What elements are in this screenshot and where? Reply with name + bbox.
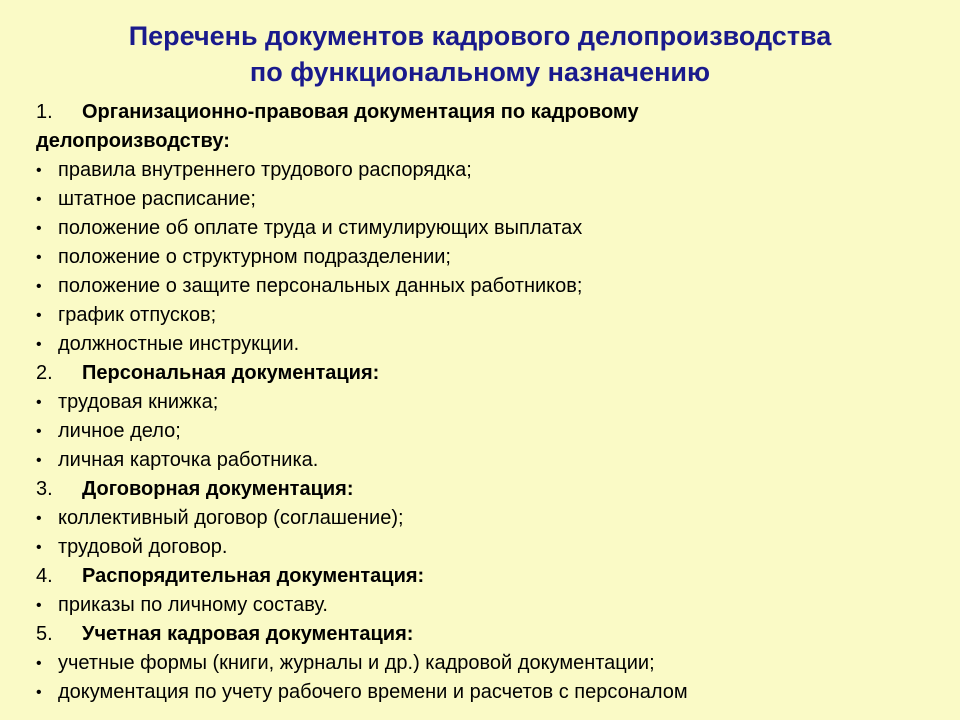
slide-title [0,18,960,90]
bullet-icon: • [36,336,42,353]
section-heading [36,562,946,591]
bullet-icon: • [36,452,42,469]
document-list [36,98,946,707]
list-item-text: учетные формы (книги, журналы и др.) кадровой документации; [58,652,655,674]
list-item-text: трудовой договор. [58,536,228,558]
list-item-text: график отпусков; [58,304,217,326]
section-heading [36,359,946,388]
section-number: 3. [36,478,53,500]
list-item-text: положение о структурном подразделении; [58,246,451,268]
list-item [36,243,946,272]
list-item [36,272,946,301]
list-item [36,446,946,475]
bullet-icon: • [36,307,42,324]
section-title: Учетная кадровая документация: [82,623,414,645]
bullet-icon: • [36,510,42,527]
section-title: Организационно-правовая документация по кадровому [82,101,639,123]
section-heading [36,475,946,504]
list-item [36,330,946,359]
list-item [36,504,946,533]
list-item-text: трудовая книжка; [58,391,219,413]
list-item-text: правила внутреннего трудового распорядка; [58,159,472,181]
section-number: 5. [36,623,53,645]
bullet-icon: • [36,278,42,295]
list-item [36,301,946,330]
bullet-icon: • [36,684,42,701]
section-title: Договорная документация: [82,478,354,500]
section-number: 1. [36,101,53,123]
section-number: 4. [36,565,53,587]
section-title: Распорядительная документация: [82,565,425,587]
bullet-icon: • [36,191,42,208]
list-item [36,649,946,678]
bullet-icon: • [36,597,42,614]
list-item [36,678,946,707]
list-item [36,185,946,214]
list-item-text: личное дело; [58,420,181,442]
list-item-text: положение об оплате труда и стимулирующих выплатах [58,217,583,239]
section-heading [36,620,946,649]
list-item-text: штатное расписание; [58,188,256,210]
slide-title-line-2: по функциональному назначению [249,57,711,87]
bullet-icon: • [36,394,42,411]
list-item-text: коллективный договор (соглашение); [58,507,404,529]
section-title-continuation: делопроизводству: [36,130,230,152]
bullet-icon: • [36,249,42,266]
list-item [36,591,946,620]
bullet-icon: • [36,162,42,179]
list-item [36,417,946,446]
list-item-text: документация по учету рабочего времени и расчетов с персоналом [58,681,688,703]
list-item-text: положение о защите персональных данных работников; [58,275,583,297]
list-item-text: должностные инструкции. [58,333,300,355]
bullet-icon: • [36,655,42,672]
list-item-text: личная карточка работника. [58,449,319,471]
list-item [36,533,946,562]
list-item [36,156,946,185]
section-title: Персональная документация: [82,362,380,384]
bullet-icon: • [36,539,42,556]
bullet-icon: • [36,423,42,440]
list-item [36,214,946,243]
bullet-icon: • [36,220,42,237]
list-item [36,388,946,417]
section-number: 2. [36,362,53,384]
slide-title-line-1: Перечень документов кадрового делопроизводства [128,21,832,51]
section-heading [36,98,946,127]
list-item-text: приказы по личному составу. [58,594,328,616]
